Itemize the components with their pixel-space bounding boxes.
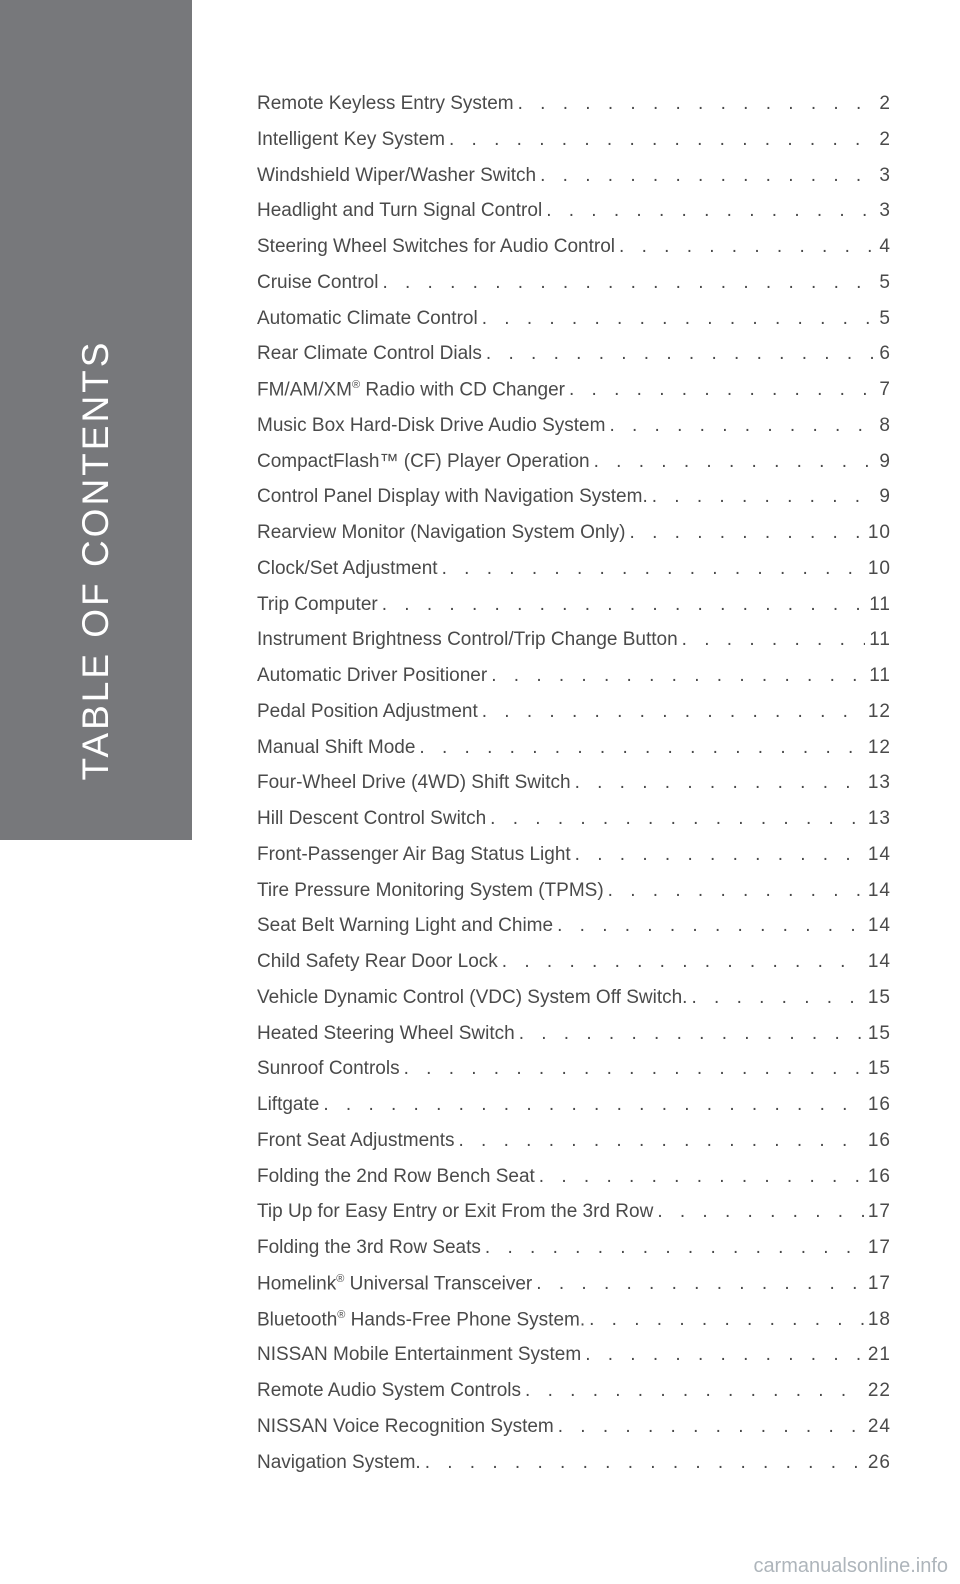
dot-leader — [378, 594, 866, 616]
dot-leader — [481, 1237, 864, 1259]
dot-leader — [535, 1166, 864, 1188]
toc-entry[interactable] — [257, 844, 891, 880]
toc-entry[interactable] — [257, 737, 891, 773]
toc-entry-page: 11 — [869, 665, 891, 686]
toc-entry-label: Liftgate — [257, 1094, 320, 1115]
toc-entry-label: Bluetooth® Hands-Free Phone System. — [257, 1308, 586, 1330]
toc-entry[interactable] — [257, 1416, 891, 1452]
toc-entry-label: Front Seat Adjustments — [257, 1129, 455, 1151]
toc-entry-label: Child Safety Rear Door Lock — [257, 951, 498, 972]
toc-entry-label: Pedal Position Adjustment — [257, 700, 478, 722]
dot-leader — [687, 987, 863, 1009]
toc-entry[interactable] — [257, 129, 891, 165]
toc-entry[interactable] — [257, 1058, 891, 1094]
toc-entry-page: 10 — [867, 522, 891, 543]
dot-leader — [486, 808, 864, 830]
toc-entry-page: 17 — [867, 1237, 891, 1258]
toc-entry[interactable] — [257, 1452, 891, 1488]
toc-entry[interactable] — [257, 772, 891, 808]
toc-entry[interactable] — [257, 1166, 891, 1202]
toc-entry-label: Vehicle Dynamic Control (VDC) System Off Switch. — [257, 986, 688, 1008]
toc-entry[interactable] — [257, 1023, 891, 1059]
dot-leader — [478, 308, 876, 330]
toc-entry-label: Seat Belt Warning Light and Chime — [257, 915, 554, 937]
toc-entry-label: Remote Keyless Entry System — [257, 93, 514, 114]
dot-leader — [605, 415, 875, 437]
toc-entry-page: 26 — [867, 1451, 891, 1473]
toc-entry-page: 17 — [867, 1201, 891, 1223]
sidebar-band — [0, 0, 192, 840]
dot-leader — [514, 93, 876, 115]
toc-entry-page: 14 — [867, 951, 891, 972]
dot-leader — [498, 951, 864, 973]
toc-entry-page: 9 — [879, 486, 891, 508]
dot-leader — [445, 129, 875, 151]
section-title: TABLE OF CONTENTS — [75, 339, 116, 781]
dot-leader — [515, 1023, 864, 1045]
watermark: carmanualsonline.info — [753, 1555, 948, 1577]
toc-entry[interactable] — [257, 165, 891, 201]
toc-entry-label: FM/AM/XM® Radio with CD Changer — [257, 379, 565, 401]
toc-entry-label: Tire Pressure Monitoring System (TPMS) — [257, 879, 604, 901]
dot-leader — [565, 379, 875, 401]
toc-entry-label: Hill Descent Control Switch — [257, 808, 487, 829]
toc-entry-label: Intelligent Key System — [257, 128, 445, 150]
toc-entry-label: Instrument Brightness Control/Trip Change Button — [257, 629, 678, 651]
registered-mark: ® — [336, 1272, 345, 1285]
toc-entry-label: Headlight and Turn Signal Control — [257, 200, 543, 222]
toc-entry-label: Steering Wheel Switches for Audio Control — [257, 236, 616, 257]
dot-leader — [553, 915, 864, 937]
toc-entry[interactable] — [257, 1380, 891, 1416]
toc-entry[interactable] — [257, 93, 891, 129]
dot-leader — [653, 1201, 864, 1223]
toc-entry-page: 12 — [867, 736, 891, 758]
dot-leader — [521, 1380, 864, 1402]
toc-entry-page: 8 — [879, 414, 891, 436]
toc-entry-page: 15 — [867, 1022, 891, 1044]
toc-entry[interactable] — [257, 343, 891, 379]
dot-leader — [554, 1416, 864, 1438]
toc-entry[interactable] — [257, 951, 891, 987]
toc-entry[interactable] — [257, 451, 891, 487]
toc-entry[interactable] — [257, 522, 891, 558]
toc-entry-label: Remote Audio System Controls — [257, 1380, 522, 1401]
toc-entry-page: 15 — [867, 986, 891, 1008]
dot-leader — [571, 844, 864, 866]
toc-entry[interactable] — [257, 200, 891, 236]
toc-entry[interactable] — [257, 880, 891, 916]
toc-entry[interactable] — [257, 308, 891, 344]
toc-entry[interactable] — [257, 1273, 891, 1309]
dot-leader — [319, 1094, 864, 1116]
toc-entry-label: NISSAN Voice Recognition System — [257, 1415, 554, 1437]
dot-leader — [626, 522, 864, 544]
toc-entry-page: 7 — [879, 379, 891, 401]
toc-entry-page: 14 — [867, 843, 891, 865]
toc-entry-page: 13 — [867, 772, 891, 794]
toc-entry-page: 22 — [867, 1380, 891, 1401]
toc-entry-label: Cruise Control — [257, 271, 379, 293]
toc-entry-page: 14 — [867, 915, 891, 937]
dot-leader — [585, 1309, 864, 1331]
toc-entry-label: Clock/Set Adjustment — [257, 557, 438, 579]
toc-entry-page: 6 — [879, 343, 891, 365]
dot-leader — [482, 343, 876, 365]
toc-entry[interactable] — [257, 701, 891, 737]
toc-entry-page: 2 — [879, 128, 891, 150]
toc-entry-label: Music Box Hard-Disk Drive Audio System — [257, 414, 606, 436]
toc-entry[interactable] — [257, 558, 891, 594]
dot-leader — [378, 272, 875, 294]
toc-entry-page: 3 — [879, 200, 891, 222]
toc-entry-label: Rearview Monitor (Navigation System Only) — [257, 522, 626, 543]
toc-entry[interactable] — [257, 415, 891, 451]
toc-entry[interactable] — [257, 808, 891, 844]
toc-entry-label: Front-Passenger Air Bag Status Light — [257, 843, 571, 865]
toc-entry-label: Trip Computer — [257, 593, 378, 615]
toc-entry-page: 18 — [867, 1308, 891, 1330]
dot-leader — [571, 772, 864, 794]
toc-entry-page: 15 — [867, 1058, 891, 1080]
toc-entry[interactable] — [257, 1237, 891, 1273]
toc-entry-page: 5 — [879, 307, 891, 329]
toc-entry[interactable] — [257, 272, 891, 308]
toc-entry[interactable] — [257, 665, 891, 701]
toc-entry-page: 10 — [867, 557, 891, 579]
toc-entry-page: 24 — [867, 1415, 891, 1437]
toc-entry-page: 9 — [879, 450, 891, 472]
dot-leader — [542, 200, 875, 222]
toc-entry-label: Rear Climate Control Dials — [257, 343, 482, 365]
toc-entry-page: 3 — [879, 164, 891, 186]
toc-entry[interactable] — [257, 379, 891, 415]
toc-entry-page: 16 — [867, 1094, 891, 1115]
toc-entry-label: Folding the 2nd Row Bench Seat — [257, 1165, 535, 1187]
dot-leader — [400, 1058, 864, 1080]
toc-entry[interactable] — [257, 1130, 891, 1166]
toc-entry-page: 11 — [869, 593, 891, 615]
dot-leader — [615, 236, 875, 258]
toc-entry-label: Automatic Driver Positioner — [257, 665, 488, 686]
toc-entry-page: 4 — [879, 236, 891, 257]
toc-entry-page: 17 — [867, 1273, 891, 1295]
toc-entry[interactable] — [257, 987, 891, 1023]
dot-leader — [478, 701, 864, 723]
toc-entry-page: 5 — [879, 271, 891, 293]
dot-leader — [536, 165, 875, 187]
toc-entry-label: Sunroof Controls — [257, 1058, 400, 1080]
toc-entry[interactable] — [257, 629, 891, 665]
toc-entry-page: 16 — [867, 1129, 891, 1151]
toc-entry[interactable] — [257, 1201, 891, 1237]
toc-entry-page: 21 — [867, 1344, 891, 1366]
toc-entry-label: NISSAN Mobile Entertainment System — [257, 1344, 582, 1366]
toc-entry-page: 16 — [867, 1165, 891, 1187]
dot-leader — [678, 629, 866, 651]
toc-entry-label: Four-Wheel Drive (4WD) Shift Switch — [257, 772, 571, 794]
table-of-contents — [257, 93, 891, 1487]
toc-entry[interactable] — [257, 594, 891, 630]
toc-entry-label: Navigation System. — [257, 1451, 421, 1473]
toc-entry[interactable] — [257, 1094, 891, 1130]
dot-leader — [415, 737, 863, 759]
toc-entry-page: 13 — [867, 808, 891, 829]
toc-entry[interactable] — [257, 486, 891, 522]
toc-entry-label: Heated Steering Wheel Switch — [257, 1022, 515, 1044]
toc-entry-label: Homelink® Universal Transceiver — [257, 1272, 533, 1295]
registered-mark: ® — [352, 379, 361, 391]
dot-leader — [581, 1344, 864, 1366]
toc-entry-label: Windshield Wiper/Washer Switch — [257, 164, 537, 186]
toc-entry-label: Control Panel Display with Navigation System. — [257, 486, 648, 508]
toc-entry[interactable] — [257, 1309, 891, 1345]
toc-entry-label: Manual Shift Mode — [257, 736, 416, 758]
toc-entry-label: Tip Up for Easy Entry or Exit From the 3rd Row — [257, 1201, 654, 1223]
dot-leader — [532, 1273, 864, 1295]
toc-entry-label: Automatic Climate Control — [257, 307, 478, 329]
dot-leader — [590, 451, 876, 473]
toc-entry[interactable] — [257, 1344, 891, 1380]
dot-leader — [487, 665, 865, 687]
toc-entry-page: 14 — [867, 879, 891, 901]
toc-entry[interactable] — [257, 236, 891, 272]
toc-entry-page: 11 — [869, 629, 891, 651]
toc-entry-page: 12 — [867, 700, 891, 722]
dot-leader — [648, 486, 876, 508]
dot-leader — [455, 1130, 864, 1152]
toc-entry-label: Folding the 3rd Row Seats — [257, 1237, 481, 1258]
dot-leader — [438, 558, 864, 580]
toc-entry[interactable] — [257, 915, 891, 951]
toc-entry-page: 2 — [879, 93, 891, 114]
dot-leader — [604, 880, 864, 902]
toc-entry-label: CompactFlash™ (CF) Player Operation — [257, 450, 590, 472]
registered-mark: ® — [337, 1308, 346, 1321]
dot-leader — [421, 1452, 864, 1474]
